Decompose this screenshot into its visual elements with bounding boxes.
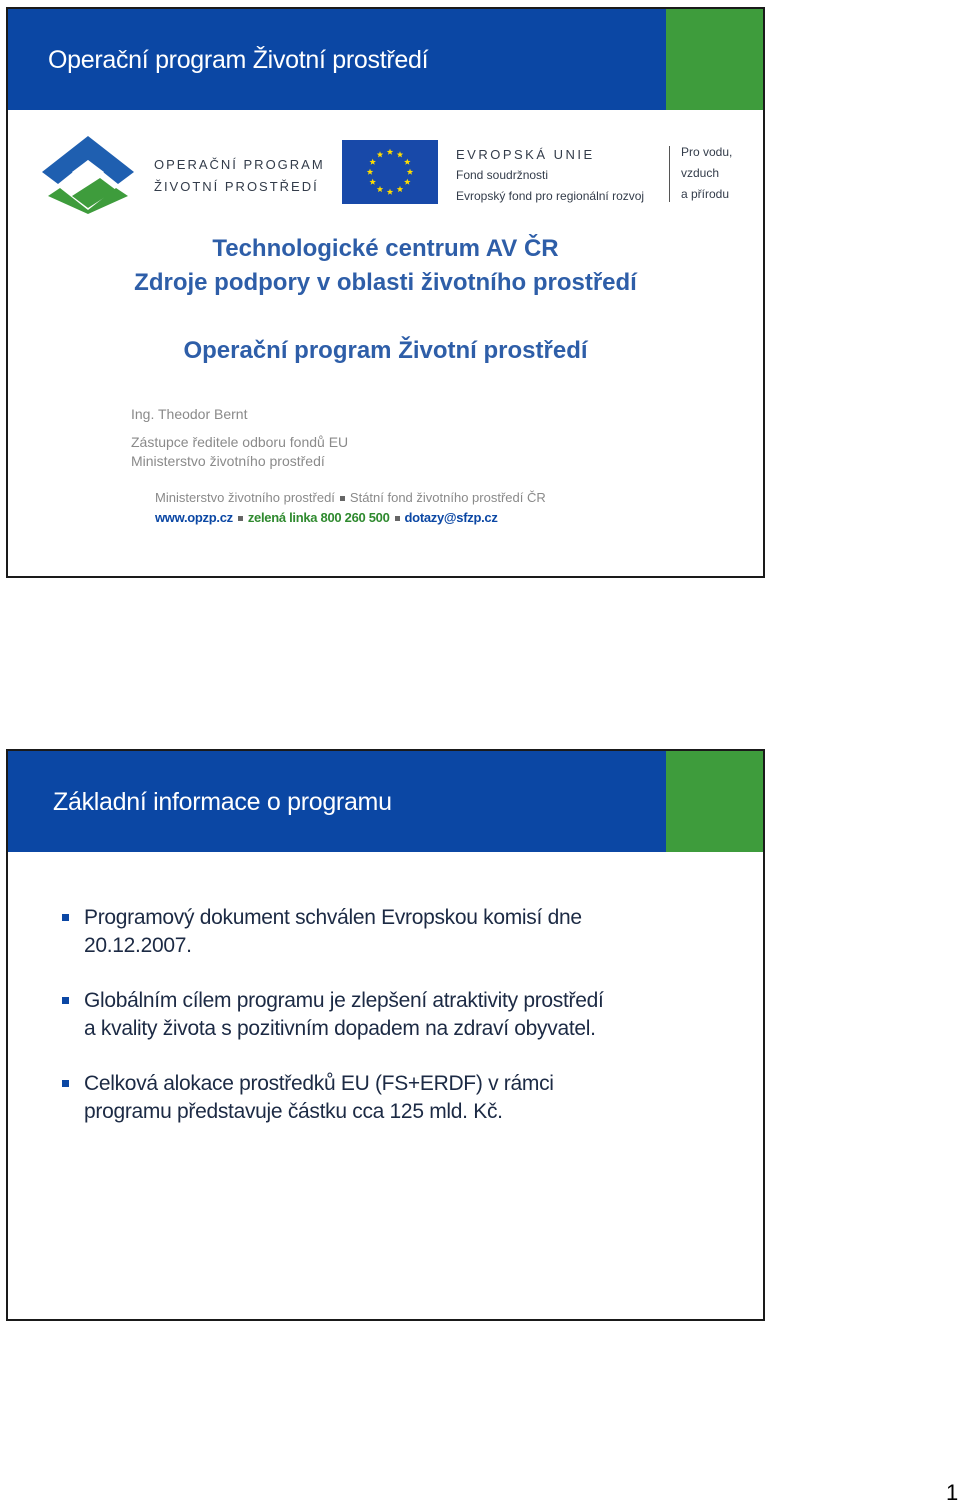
slide-basic-info bbox=[6, 749, 765, 1321]
eu-logo-line1: EVROPSKÁ UNIE bbox=[456, 147, 595, 162]
slide-title bbox=[6, 7, 765, 578]
footer-orgs bbox=[155, 490, 546, 505]
logo-divider bbox=[669, 146, 670, 202]
logo-bar bbox=[8, 110, 763, 230]
title-line-1: Technologické centrum AV ČR bbox=[212, 235, 559, 262]
bullet-line: a kvality života s pozitivním dopadem na zdraví obyvatel. bbox=[84, 1017, 596, 1040]
eu-logo-line2: Fond soudržnosti bbox=[456, 168, 549, 182]
contact-line bbox=[155, 510, 498, 525]
bullet-list bbox=[62, 904, 722, 1153]
bullet-line: Globálním cílem programu je zlepšení atraktivity prostředí bbox=[84, 989, 604, 1012]
bullet-square-icon bbox=[62, 914, 69, 921]
contact-web-link[interactable]: www.opzp.cz bbox=[155, 510, 233, 525]
eu-logo-line3: Evropský fond pro regionální rozvoj bbox=[456, 189, 645, 203]
bullet-line: 20.12.2007. bbox=[84, 934, 192, 957]
slogan-line1: Pro vodu, bbox=[681, 145, 733, 159]
separator-icon bbox=[340, 496, 345, 501]
bullet-square-icon bbox=[62, 997, 69, 1004]
op-zp-logo-icon bbox=[38, 132, 138, 214]
bullet-line: Programový dokument schválen Evropskou komisí dne bbox=[84, 906, 582, 929]
slogan-line2: vzduch bbox=[681, 166, 720, 180]
page-number: 1 bbox=[946, 1480, 959, 1505]
slide-header bbox=[8, 9, 666, 110]
presenter-org: Ministerstvo životního prostředí bbox=[131, 453, 325, 469]
bullet-square-icon bbox=[62, 1080, 69, 1087]
eu-logo-text bbox=[456, 144, 644, 207]
op-logo-line2: ŽIVOTNÍ PROSTŘEDÍ bbox=[154, 179, 319, 194]
list-item bbox=[62, 904, 722, 960]
presenter-name: Ing. Theodor Bernt bbox=[131, 406, 248, 422]
footer-org-2: Státní fond životního prostředí ČR bbox=[349, 490, 546, 505]
subtitle: Operační program Životní prostředí bbox=[183, 337, 588, 364]
contact-email-link[interactable]: dotazy@sfzp.cz bbox=[404, 510, 498, 525]
footer-org-1: Ministerstvo životního prostředí bbox=[155, 490, 335, 505]
title-line-2: Zdroje podpory v oblasti životního prostředí bbox=[134, 269, 637, 296]
presenter-role: Zástupce ředitele odboru fondů EU bbox=[131, 434, 349, 450]
slogan-text bbox=[681, 142, 732, 205]
eu-flag-icon bbox=[342, 140, 438, 204]
op-logo-line1: OPERAČNÍ PROGRAM bbox=[154, 157, 325, 172]
list-item bbox=[62, 987, 722, 1043]
slide-header bbox=[8, 751, 666, 852]
header-title: Základní informace o programu bbox=[53, 788, 392, 816]
header-title: Operační program Životní prostředí bbox=[48, 46, 429, 74]
bullet-line: programu představuje částku cca 125 mld. Kč. bbox=[84, 1100, 503, 1123]
slogan-line3: a přírodu bbox=[681, 187, 730, 201]
op-logo-text bbox=[154, 154, 325, 198]
header-green-block bbox=[666, 9, 763, 110]
list-item bbox=[62, 1070, 722, 1126]
separator-icon bbox=[395, 516, 400, 521]
contact-phone: zelená linka 800 260 500 bbox=[247, 510, 390, 525]
header-green-block bbox=[666, 751, 763, 852]
separator-icon bbox=[238, 516, 243, 521]
bullet-line: Celková alokace prostředků EU (FS+ERDF) v rámci bbox=[84, 1072, 554, 1095]
